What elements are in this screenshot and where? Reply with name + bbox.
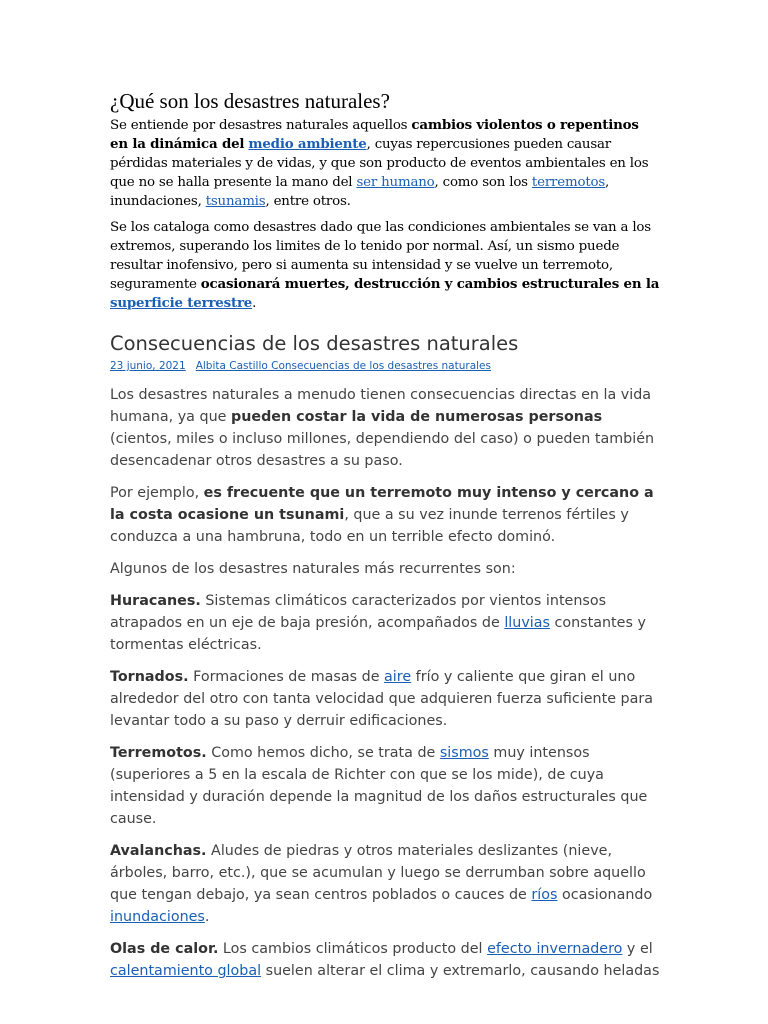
link-rios[interactable]: ríos bbox=[531, 887, 558, 903]
text-span: , cuyas repercusiones pueden causar pérdidas materiales y de vidas, y que son producto de eventos ambientales en los que no se halla presente la mano del bbox=[110, 137, 649, 190]
text-span: constantes y tormentas eléctricas. bbox=[110, 615, 646, 653]
text-span: , inundaciones, bbox=[110, 175, 610, 209]
text-span: Se los cataloga como desastres dado que las condiciones ambientales se van a los extremos, superando los limites de lo tenido por normal. Así, un sismo puede resultar inofensivo, pero si aumenta su intensidad y se vuelve un terremoto, seguramente bbox=[110, 220, 651, 292]
item-heading: Avalanchas. bbox=[110, 843, 207, 859]
item-huracanes bbox=[110, 590, 660, 656]
link-terremotos[interactable]: terremotos bbox=[531, 175, 606, 190]
text-span: Aludes de piedras y otros materiales deslizantes (nieve, árboles, barro, etc.), que se acumulan y luego se derrumban sobre aquello que tengan debajo, ya sean centros poblados o cauces de bbox=[110, 843, 646, 903]
link-superficie-terrestre[interactable]: superficie terrestre bbox=[110, 295, 253, 311]
item-tornados bbox=[110, 666, 660, 732]
text-span: Por ejemplo, bbox=[110, 485, 204, 501]
bold-text: cambios violentos o repentinos en la dinámica del bbox=[110, 117, 639, 152]
bold-text: es frecuente que un terremoto muy intenso y cercano a la costa ocasione un tsunami bbox=[110, 485, 654, 523]
bold-text: pueden costar la vida de numerosas personas bbox=[230, 409, 603, 425]
section-title: Consecuencias de los desastres naturales bbox=[110, 332, 519, 355]
item-olas-de-calor bbox=[110, 938, 660, 982]
text-span: Como hemos dicho, se trata de bbox=[206, 745, 440, 761]
text-span: , como son los bbox=[434, 175, 532, 190]
link-tsunamis[interactable]: tsunamis bbox=[205, 194, 266, 209]
bold-text: ocasionará muertes, destrucción y cambios estructurales en la bbox=[200, 276, 660, 292]
text-span: , entre otros. bbox=[265, 194, 351, 209]
intro-paragraph-1 bbox=[110, 116, 660, 211]
page-title: ¿Qué son los desastres naturales? bbox=[110, 89, 390, 113]
body-paragraph-3: Algunos de los desastres naturales más recurrentes son: bbox=[110, 561, 516, 577]
item-heading: Terremotos. bbox=[110, 745, 207, 761]
text-span: (cientos, miles o incluso millones, dependiendo del caso) o pueden también desencadenar otros desastres a su paso. bbox=[110, 431, 655, 469]
text-span: Los cambios climáticos producto del bbox=[218, 941, 488, 957]
link-calentamiento-global[interactable]: calentamiento global bbox=[110, 963, 262, 979]
item-heading: Tornados. bbox=[110, 669, 189, 685]
item-heading: Huracanes. bbox=[110, 593, 201, 609]
link-ser-humano[interactable]: ser humano bbox=[356, 175, 435, 190]
text-span: , que a su vez inunde terrenos fértiles y conduzca a una hambruna, todo en un terrible efecto dominó. bbox=[110, 507, 629, 545]
intro-paragraph-2 bbox=[110, 218, 660, 313]
text-span: Formaciones de masas de bbox=[188, 669, 385, 685]
text-span: muy intensos (superiores a 5 en la escala de Richter con que se los mide), de cuya intensidad y duración depende la magnitud de los daños estructurales que cause. bbox=[110, 745, 648, 827]
item-terremotos bbox=[110, 742, 660, 830]
post-date-link[interactable]: 23 junio, 2021 bbox=[110, 360, 186, 372]
link-medio-ambiente[interactable]: medio ambiente bbox=[248, 136, 367, 152]
text-span: Sistemas climáticos caracterizados por vientos intensos atrapados en un eje de baja presión, acompañados de bbox=[110, 593, 607, 631]
link-aire[interactable]: aire bbox=[384, 669, 412, 685]
document-page bbox=[110, 88, 660, 992]
item-avalanchas bbox=[110, 840, 660, 928]
item-heading: Olas de calor. bbox=[110, 941, 219, 957]
text-span: suelen alterar el clima y extremarlo, causando heladas bbox=[261, 963, 660, 979]
text-span: frío y caliente que giran el uno alrededor del otro con tanta velocidad que adquieren fuerza suficiente para levantar todo a su paso y derruir edificaciones. bbox=[110, 669, 654, 729]
text-span: ocasionando bbox=[557, 887, 653, 903]
body-paragraph-1 bbox=[110, 384, 660, 472]
post-meta bbox=[110, 360, 660, 372]
link-efecto-invernadero[interactable]: efecto invernadero bbox=[487, 941, 623, 957]
text-span: y el bbox=[622, 941, 653, 957]
text-span: . bbox=[252, 296, 257, 311]
link-inundaciones[interactable]: inundaciones bbox=[110, 909, 205, 925]
text-span: . bbox=[204, 909, 210, 925]
author-category-link[interactable]: Albita Castillo Consecuencias de los desastres naturales bbox=[195, 360, 491, 372]
text-span: Se entiende por desastres naturales aquellos bbox=[110, 118, 412, 133]
link-sismos[interactable]: sismos bbox=[439, 745, 489, 761]
body-paragraph-2 bbox=[110, 482, 660, 548]
text-span: Los desastres naturales a menudo tienen consecuencias directas en la vida humana, ya que bbox=[110, 387, 652, 425]
link-lluvias[interactable]: lluvias bbox=[504, 615, 550, 631]
